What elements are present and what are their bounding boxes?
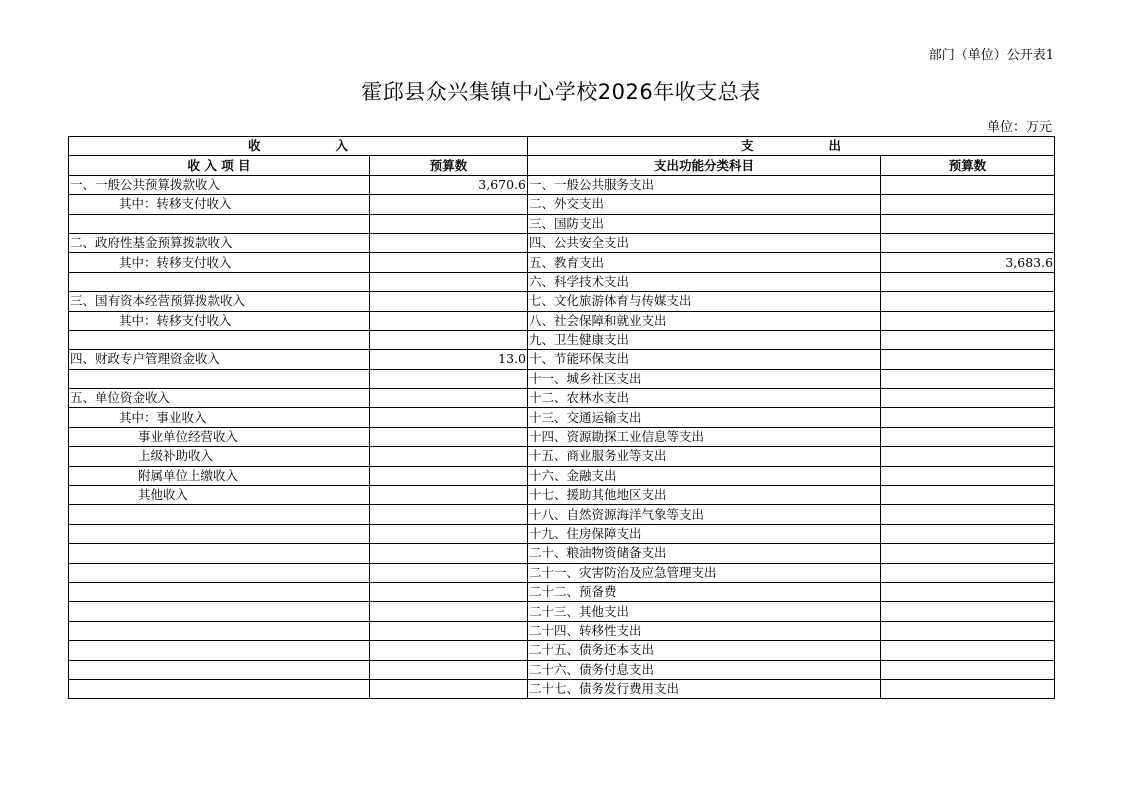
table-row — [69, 486, 1055, 505]
expense-amount-cell — [881, 505, 1055, 524]
table-row — [69, 660, 1055, 679]
expense-amount-cell — [881, 447, 1055, 466]
expense-amount-cell — [881, 369, 1055, 388]
expense-item-cell: 十六、金融支出 — [528, 466, 881, 485]
income-item-cell: 附属单位上缴收入 — [69, 466, 370, 485]
expense-amount-cell — [881, 214, 1055, 233]
expense-item-cell: 九、卫生健康支出 — [528, 330, 881, 349]
expense-amount-cell — [881, 524, 1055, 543]
expense-item-cell: 二十七、债务发行费用支出 — [528, 679, 881, 698]
income-amount-cell — [370, 195, 528, 214]
expense-amount-cell — [881, 195, 1055, 214]
table-row — [69, 408, 1055, 427]
income-amount-cell — [370, 272, 528, 291]
income-item-cell — [69, 330, 370, 349]
table-row — [69, 621, 1055, 640]
income-amount-cell — [370, 505, 528, 524]
expense-amount-cell — [881, 350, 1055, 369]
expense-item-cell: 二、外交支出 — [528, 195, 881, 214]
income-amount-cell — [370, 466, 528, 485]
income-amount-cell — [370, 563, 528, 582]
expense-item-cell: 十五、商业服务业等支出 — [528, 447, 881, 466]
income-item-cell: 其他收入 — [69, 486, 370, 505]
income-item-cell: 一、一般公共预算拨款收入 — [69, 175, 370, 194]
income-amount-cell — [370, 641, 528, 660]
table-row — [69, 466, 1055, 485]
income-item-cell — [69, 563, 370, 582]
income-item-cell: 事业单位经营收入 — [69, 427, 370, 446]
income-amount-cell — [370, 408, 528, 427]
expense-amount-cell — [881, 408, 1055, 427]
income-amount-cell — [370, 311, 528, 330]
expense-item-cell: 十七、援助其他地区支出 — [528, 486, 881, 505]
table-row — [69, 602, 1055, 621]
expense-item-cell: 二十三、其他支出 — [528, 602, 881, 621]
table-row — [69, 447, 1055, 466]
expense-amount-cell — [881, 679, 1055, 698]
income-amount-cell — [370, 447, 528, 466]
expense-item-cell: 十八、自然资源海洋气象等支出 — [528, 505, 881, 524]
income-amount-header: 预算数 — [370, 156, 528, 175]
table-row — [69, 679, 1055, 698]
income-group-header: 收 入 — [69, 137, 528, 156]
unit-label: 单位：万元 — [986, 120, 1052, 135]
income-item-cell: 其中：转移支付收入 — [69, 311, 370, 330]
table-row — [69, 369, 1055, 388]
expense-item-cell: 十三、交通运输支出 — [528, 408, 881, 427]
table-row — [69, 582, 1055, 601]
table-row — [69, 350, 1055, 369]
expense-item-cell: 十九、住房保障支出 — [528, 524, 881, 543]
table-row — [69, 175, 1055, 194]
expense-amount-cell — [881, 563, 1055, 582]
page-title: 霍邱县众兴集镇中心学校2026年收支总表 — [361, 80, 761, 104]
income-amount-cell — [370, 330, 528, 349]
income-amount-cell — [370, 214, 528, 233]
income-item-cell — [69, 505, 370, 524]
expense-amount-cell — [881, 582, 1055, 601]
income-amount-cell — [370, 233, 528, 252]
income-amount-cell — [370, 582, 528, 601]
expense-amount-cell: 3,683.6 — [881, 253, 1055, 272]
income-amount-cell — [370, 389, 528, 408]
income-amount-cell — [370, 486, 528, 505]
income-amount-cell — [370, 253, 528, 272]
table-row — [69, 253, 1055, 272]
budget-table — [68, 136, 1055, 699]
expense-item-cell: 一、一般公共服务支出 — [528, 175, 881, 194]
income-item-cell — [69, 602, 370, 621]
expense-amount-cell — [881, 233, 1055, 252]
expense-amount-cell — [881, 175, 1055, 194]
table-row — [69, 233, 1055, 252]
expense-item-cell: 二十五、债务还本支出 — [528, 641, 881, 660]
income-amount-cell — [370, 660, 528, 679]
expense-item-cell: 十四、资源勘探工业信息等支出 — [528, 427, 881, 446]
income-amount-cell: 3,670.6 — [370, 175, 528, 194]
income-item-cell — [69, 544, 370, 563]
expense-amount-cell — [881, 466, 1055, 485]
expense-item-cell: 六、科学技术支出 — [528, 272, 881, 291]
income-amount-cell — [370, 427, 528, 446]
expense-amount-cell — [881, 330, 1055, 349]
expense-amount-cell — [881, 621, 1055, 640]
income-item-cell — [69, 524, 370, 543]
income-item-cell — [69, 214, 370, 233]
income-amount-cell — [370, 369, 528, 388]
expense-item-cell: 三、国防支出 — [528, 214, 881, 233]
expense-amount-cell — [881, 389, 1055, 408]
income-item-header: 收 入 项 目 — [69, 156, 370, 175]
expense-item-cell: 二十一、灾害防治及应急管理支出 — [528, 563, 881, 582]
expense-item-cell: 二十、粮油物资储备支出 — [528, 544, 881, 563]
expense-amount-cell — [881, 544, 1055, 563]
income-item-cell — [69, 621, 370, 640]
expense-item-cell: 十、节能环保支出 — [528, 350, 881, 369]
expense-item-cell: 二十二、预备费 — [528, 582, 881, 601]
header-group-row — [69, 137, 1055, 156]
table-row — [69, 544, 1055, 563]
income-item-cell — [69, 660, 370, 679]
table-row — [69, 292, 1055, 311]
expense-amount-cell — [881, 272, 1055, 291]
income-amount-cell — [370, 292, 528, 311]
income-item-cell — [69, 369, 370, 388]
form-number: 部门（单位）公开表1 — [928, 48, 1054, 63]
income-item-cell: 二、政府性基金预算拨款收入 — [69, 233, 370, 252]
table-row — [69, 641, 1055, 660]
expense-amount-cell — [881, 311, 1055, 330]
expense-item-header: 支出功能分类科目 — [528, 156, 881, 175]
income-amount-cell — [370, 621, 528, 640]
income-item-cell: 五、单位资金收入 — [69, 389, 370, 408]
table-row — [69, 272, 1055, 291]
expense-item-cell: 二十六、债务付息支出 — [528, 660, 881, 679]
income-amount-cell — [370, 602, 528, 621]
table-row — [69, 563, 1055, 582]
table-row — [69, 195, 1055, 214]
expense-amount-cell — [881, 486, 1055, 505]
expense-amount-header: 预算数 — [881, 156, 1055, 175]
expense-item-cell: 十二、农林水支出 — [528, 389, 881, 408]
expense-item-cell: 八、社会保障和就业支出 — [528, 311, 881, 330]
expense-amount-cell — [881, 602, 1055, 621]
expense-amount-cell — [881, 292, 1055, 311]
table-row — [69, 311, 1055, 330]
income-item-cell — [69, 641, 370, 660]
expense-amount-cell — [881, 641, 1055, 660]
income-item-cell: 其中：转移支付收入 — [69, 195, 370, 214]
income-item-cell: 其中：事业收入 — [69, 408, 370, 427]
income-amount-cell — [370, 679, 528, 698]
income-item-cell — [69, 272, 370, 291]
table-row — [69, 389, 1055, 408]
table-row — [69, 330, 1055, 349]
table-row — [69, 214, 1055, 233]
expense-item-cell: 七、文化旅游体育与传媒支出 — [528, 292, 881, 311]
income-item-cell — [69, 679, 370, 698]
expense-group-header: 支 出 — [528, 137, 1055, 156]
income-item-cell: 其中：转移支付收入 — [69, 253, 370, 272]
income-item-cell — [69, 582, 370, 601]
income-amount-cell — [370, 544, 528, 563]
income-amount-cell — [370, 524, 528, 543]
expense-amount-cell — [881, 427, 1055, 446]
header-column-row — [69, 156, 1055, 175]
expense-amount-cell — [881, 660, 1055, 679]
table-row — [69, 505, 1055, 524]
table-row — [69, 427, 1055, 446]
expense-item-cell: 五、教育支出 — [528, 253, 881, 272]
table-row — [69, 524, 1055, 543]
expense-item-cell: 四、公共安全支出 — [528, 233, 881, 252]
income-item-cell: 三、国有资本经营预算拨款收入 — [69, 292, 370, 311]
income-amount-cell: 13.0 — [370, 350, 528, 369]
expense-item-cell: 二十四、转移性支出 — [528, 621, 881, 640]
expense-item-cell: 十一、城乡社区支出 — [528, 369, 881, 388]
income-item-cell: 上级补助收入 — [69, 447, 370, 466]
income-item-cell: 四、财政专户管理资金收入 — [69, 350, 370, 369]
